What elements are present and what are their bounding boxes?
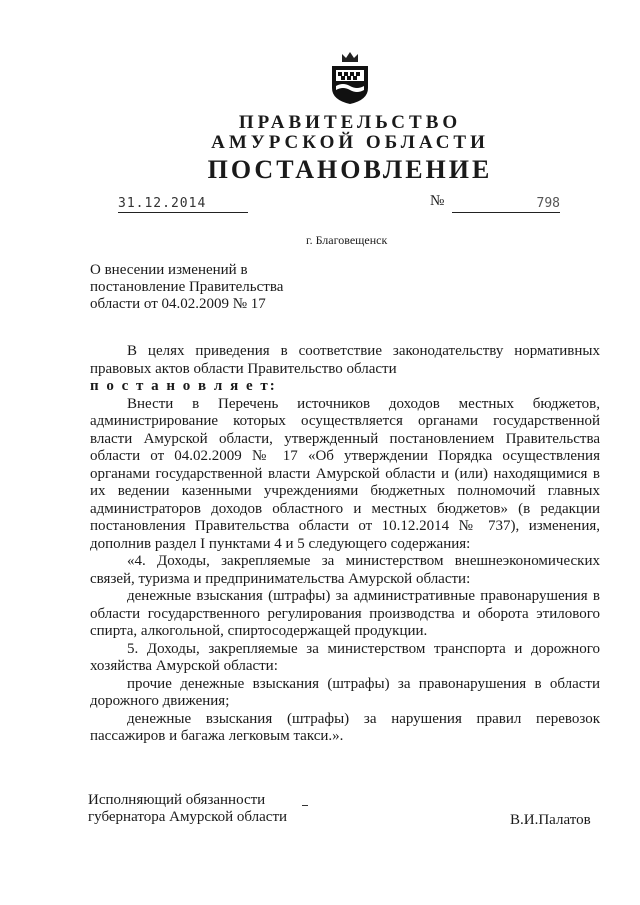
org-name-line1: ПРАВИТЕЛЬСТВО: [238, 112, 462, 133]
signatory-title-line: губернатора Амурской области: [88, 809, 288, 825]
subject-line: постановление Правительства: [90, 279, 284, 295]
document-subject: [90, 262, 283, 313]
body-paragraph: прочие денежные взыскания (штрафы) за правонарушения в области дорожного движения;: [90, 675, 600, 709]
number-label: №: [430, 193, 445, 209]
signatory-title: [88, 792, 287, 826]
signatory-title-line: Исполняющий обязанности: [88, 792, 266, 808]
subject-line: области от 04.02.2009 № 17: [90, 296, 266, 312]
document-number: 798: [452, 196, 560, 213]
body-paragraph: денежные взыскания (штрафы) за нарушения правил перевозок пассажиров и багажа легковым такси.».: [90, 710, 600, 744]
document-body: [90, 343, 600, 746]
decree-word: п о с т а н о в л я е т:: [90, 378, 277, 394]
subject-line: О внесении изменений в: [90, 262, 248, 278]
city-line: г. Благовещенск: [306, 233, 388, 247]
signatory-name: В.И.Палатов: [510, 812, 591, 828]
coat-of-arms-emblem: [328, 50, 372, 106]
body-paragraph: Внести в Перечень источников доходов местных бюджетов, администрирование которых осуществляется органами государственной власти Амурской области, утвержденный постановлением Правительства области от 04.02.2009 № 17 «Об утверждении Порядка осуществления органами государственной власти Амурской области и (или) находящимися в их ведении казенными учреждениями бюджетных полномочий главных администраторов доходов областного и местных бюджетов» (в редакции постановления Правительства области от 10.12.2014 № 737), изменения, дополнив раздел I пунктами 4 и 5 следующего содержания:: [90, 395, 600, 552]
body-paragraph: денежные взыскания (штрафы) за административные правонарушения в области государственного регулирования производства и оборота этилового спирта, алкогольной, спиртосодержащей продукции.: [90, 588, 600, 639]
org-name-line2: АМУРСКОЙ ОБЛАСТИ: [211, 132, 489, 153]
document-type-title: ПОСТАНОВЛЕНИЕ: [207, 155, 493, 184]
body-paragraph: 5. Доходы, закрепляемые за министерством транспорта и дорожного хозяйства Амурской области:: [90, 640, 600, 674]
body-paragraph: «4. Доходы, закрепляемые за министерством внешнеэкономических связей, туризма и предпринимательства Амурской области:: [90, 553, 600, 587]
document-date: 31.12.2014: [118, 196, 248, 213]
signature-mark: [302, 805, 308, 806]
preamble-paragraph: В целях приведения в соответствие законодательству нормативных правовых актов области Правительство области: [90, 343, 600, 377]
